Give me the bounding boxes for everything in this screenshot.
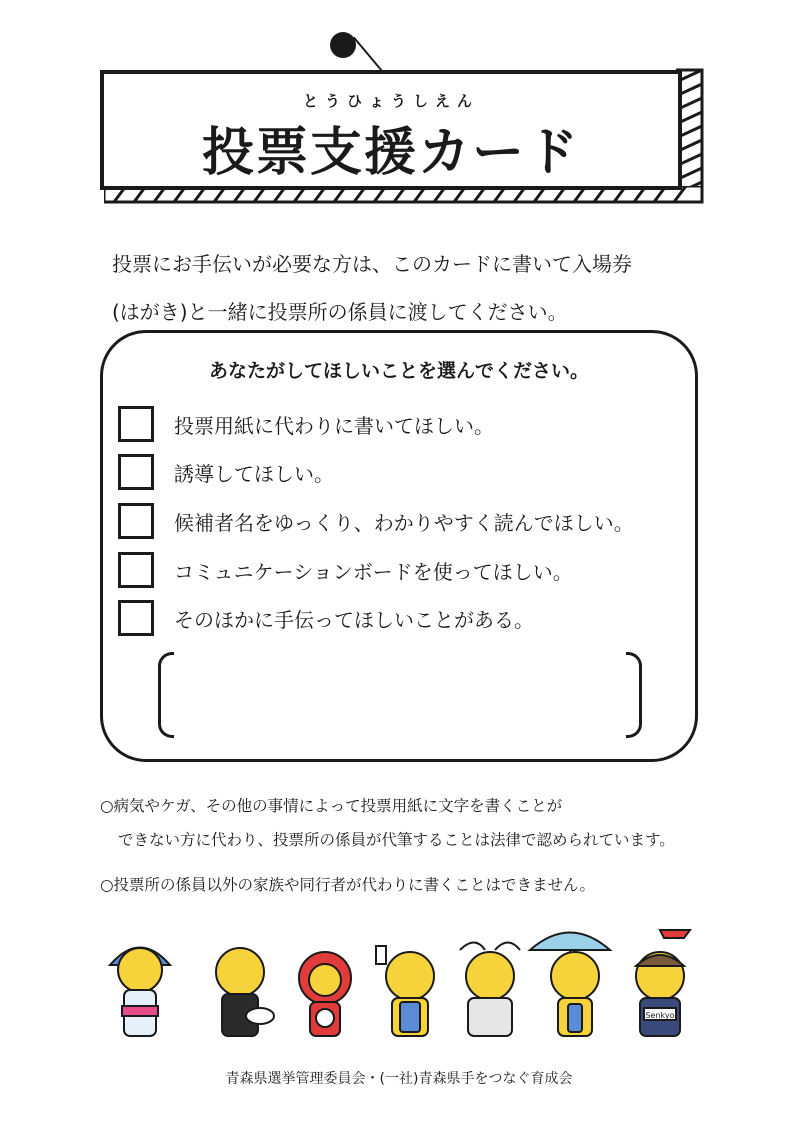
mascot-4 <box>376 946 434 1036</box>
option-label: 候補者名をゆっくり、わかりやすく読んでほしい。 <box>174 510 634 535</box>
checkbox[interactable] <box>118 600 154 636</box>
checkbox[interactable] <box>118 454 154 490</box>
option-label: 投票用紙に代わりに書いてほしい。 <box>174 413 494 438</box>
option-label: 誘導してほしい。 <box>174 461 334 486</box>
pin-icon <box>330 32 356 58</box>
option-label: コミュニケーションボードを使ってほしい。 <box>174 559 573 584</box>
checkbox[interactable] <box>118 552 154 588</box>
mascot-illustrations <box>100 910 700 1050</box>
free-text-area[interactable] <box>178 656 622 736</box>
mascot-2 <box>216 948 274 1036</box>
option-guidance[interactable] <box>118 454 334 490</box>
option-other[interactable] <box>118 600 534 636</box>
mascot-5 <box>460 943 520 1037</box>
title-ruby: とうひょうしえん <box>302 92 479 110</box>
page-title: 投票支援カード <box>201 123 580 183</box>
option-communication-board[interactable] <box>118 552 573 588</box>
mascot-6 <box>530 933 610 1037</box>
mascot-7 <box>636 930 690 1036</box>
free-text-bracket-left <box>158 652 174 738</box>
intro-text <box>112 240 712 336</box>
note-1-line-2: できない方に代わり、投票所の係員が代筆することは法律で認められています。 <box>118 831 675 849</box>
option-write-ballot[interactable] <box>118 406 494 442</box>
mascot-1 <box>110 948 170 1037</box>
footer-organization: 青森県選挙管理委員会・(一社)青森県手をつなぐ育成会 <box>225 1071 573 1087</box>
intro-line-1: 投票にお手伝いが必要な方は、このカードに書いて入場券 <box>112 252 632 276</box>
selection-heading: あなたがしてほしいことを選んでください。 <box>208 360 589 382</box>
intro-line-2: (はがき)と一緒に投票所の係員に渡してください。 <box>112 300 568 324</box>
option-read-names[interactable] <box>118 503 634 539</box>
mascot-3 <box>299 952 351 1036</box>
checkbox[interactable] <box>118 406 154 442</box>
mascot-badge-text: Senkyo <box>645 1011 675 1020</box>
checkbox[interactable] <box>118 503 154 539</box>
option-label: そのほかに手伝ってほしいことがある。 <box>174 607 534 632</box>
free-text-bracket-right <box>626 652 642 738</box>
note-1-line-1: ○病気やケガ、その他の事情によって投票用紙に文字を書くことが <box>100 797 563 815</box>
note-2: ○投票所の係員以外の家族や同行者が代わりに書くことはできません。 <box>100 876 595 894</box>
